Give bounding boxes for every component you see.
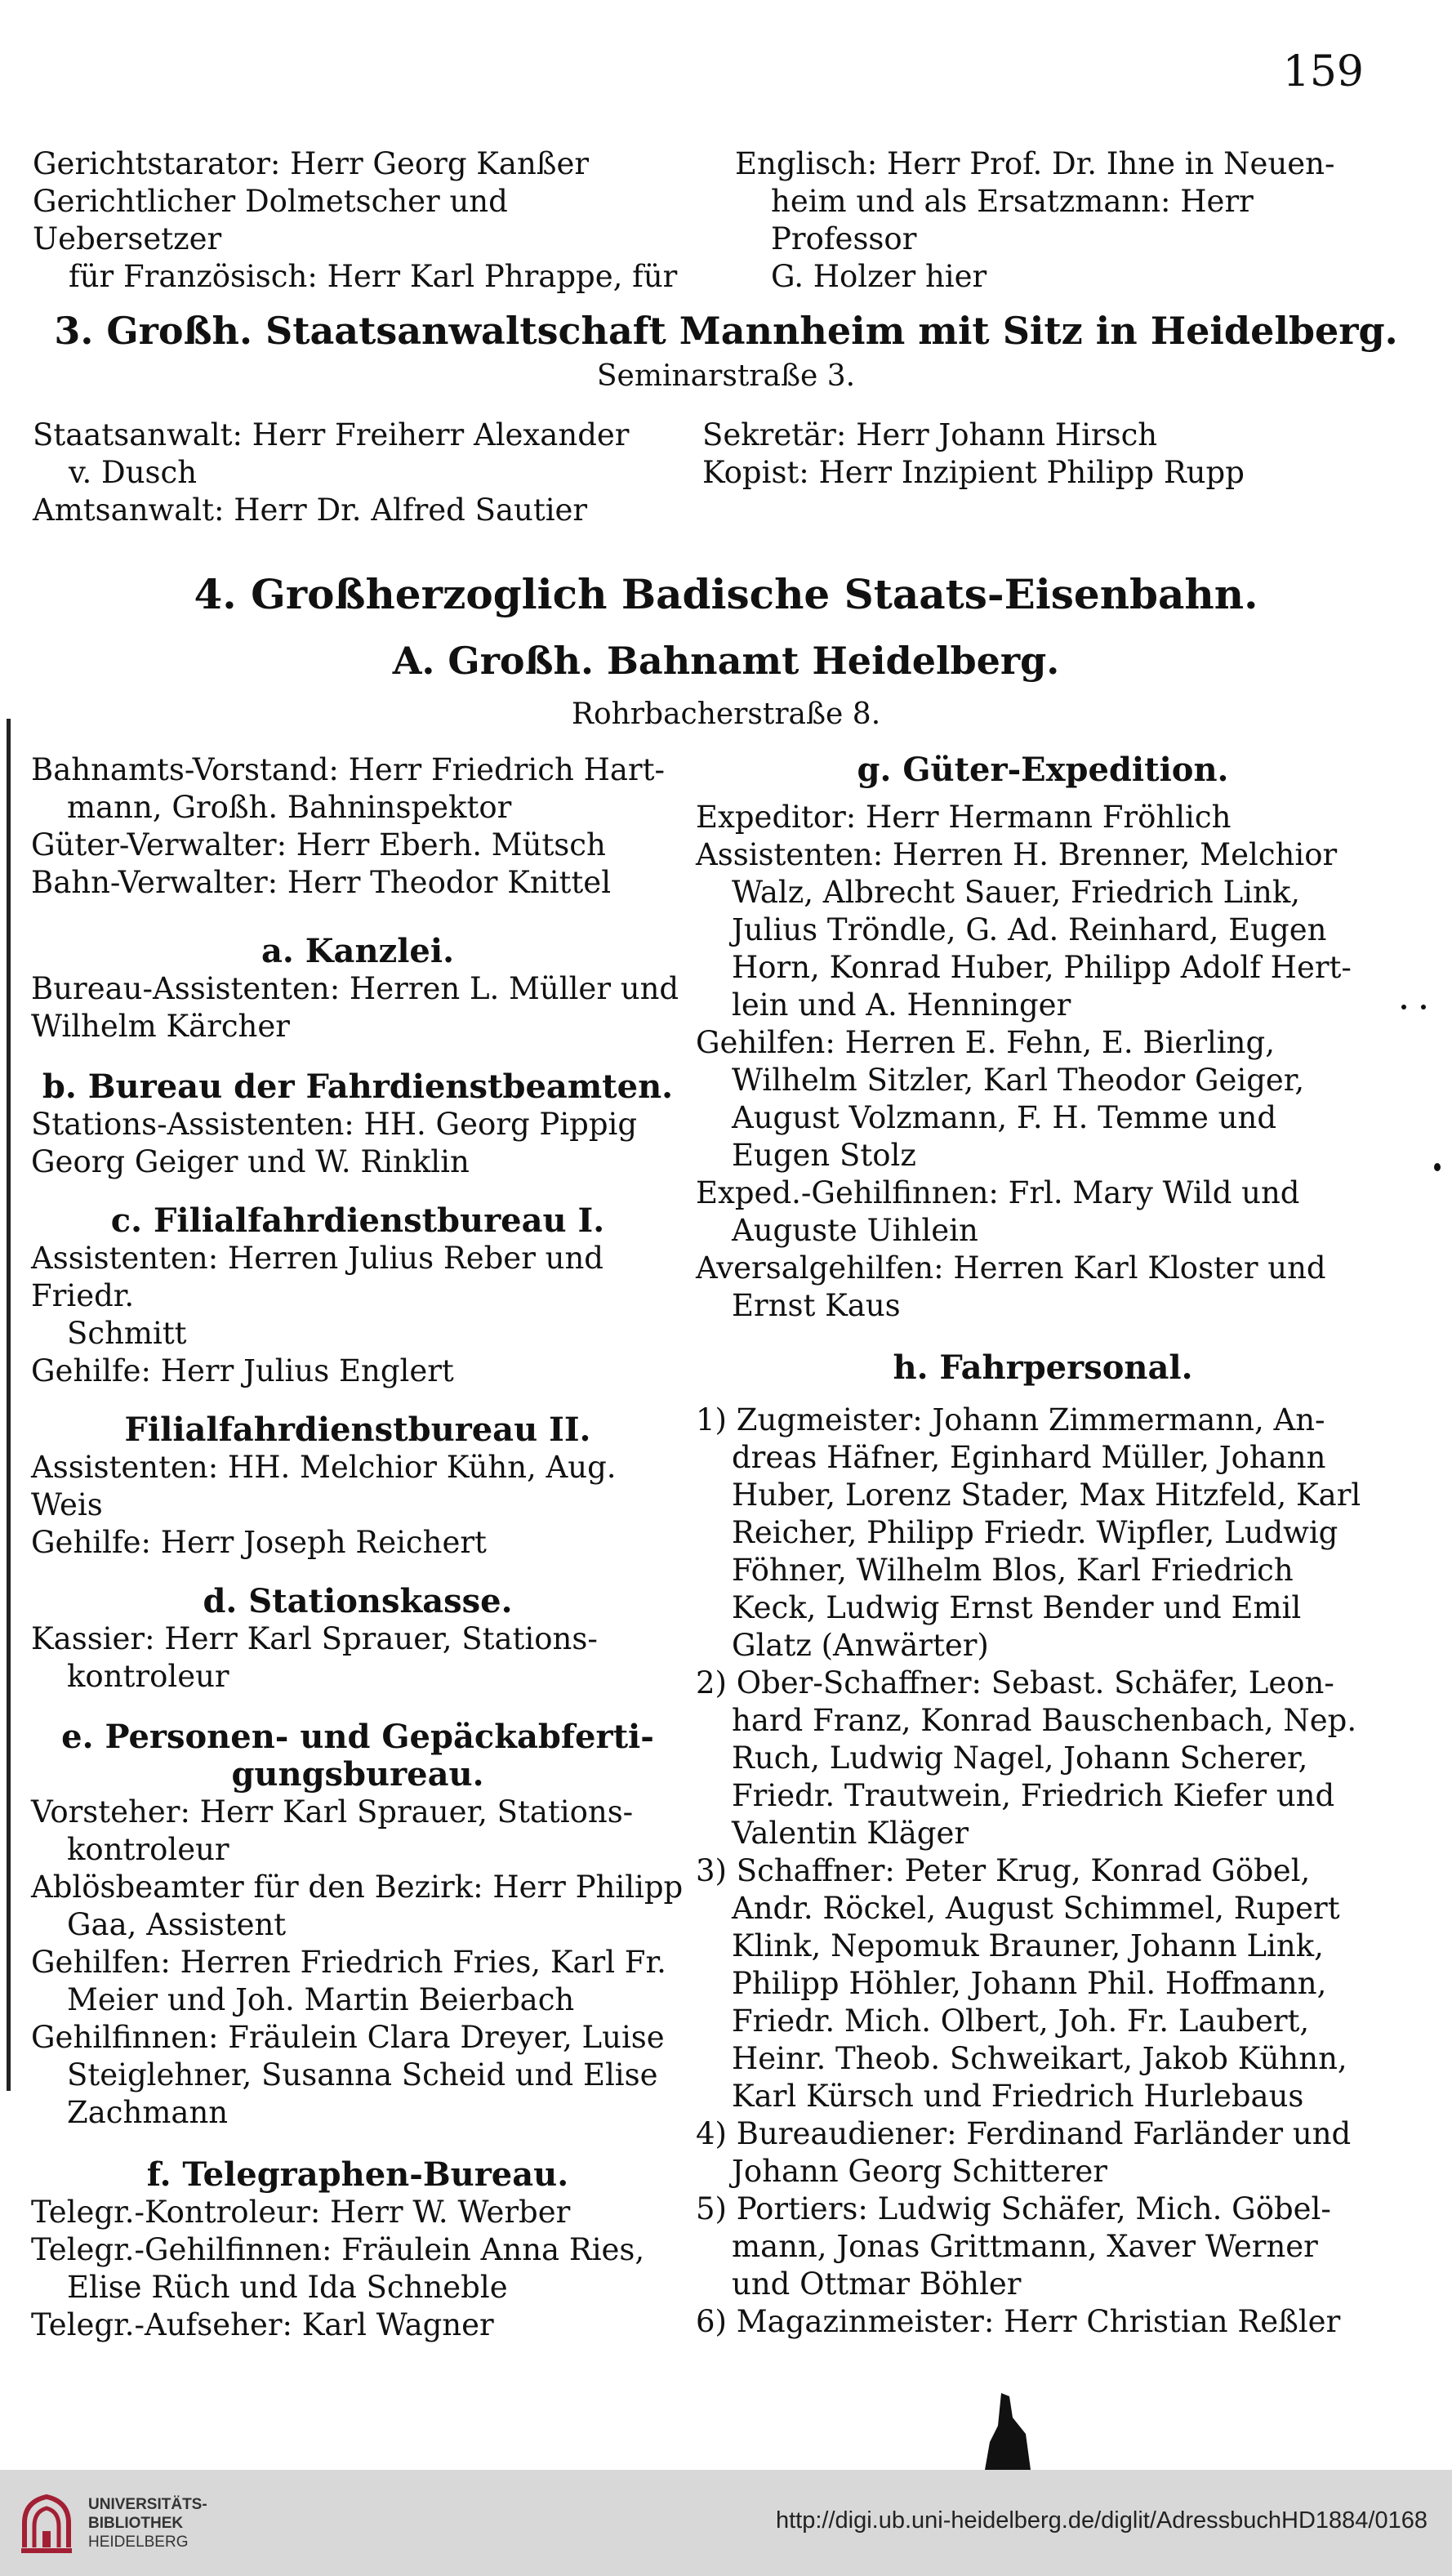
library-name (88, 2495, 207, 2551)
text-line: Gerichtstarator: Herr Georg Kanßer (33, 146, 590, 181)
text-line: Gehilfen: Herren E. Fehn, E. Bierling, (696, 1025, 1275, 1060)
subsection-heading: Filialfahrdienstbureau II. (124, 1411, 591, 1449)
subsection-heading: g. Güter-Expedition. (857, 751, 1229, 789)
text-line: Ablösbeamter für den Bezirk: Herr Philipp (31, 1870, 684, 1905)
text-line: Gehilfinnen: Fräulein Clara Dreyer, Luise (31, 2020, 665, 2055)
text-line: Vorsteher: Herr Karl Sprauer, Stations- (31, 1794, 634, 1829)
text-line: lein und A. Henninger (732, 987, 1071, 1023)
text-line: Walz, Albrecht Sauer, Friedrich Link, (732, 875, 1301, 910)
text-line: Huber, Lorenz Stader, Max Hitzfeld, Karl (732, 1477, 1361, 1513)
numbered-item (696, 1665, 1390, 1852)
text-line: Gaa, Assistent (67, 1907, 287, 1942)
text-line: Steiglehner, Susanna Scheid und Elise (67, 2057, 658, 2092)
section-4-address: Rohrbacherstraße 8. (571, 697, 881, 731)
top-right-block (735, 145, 1405, 296)
text-line: Eugen Stolz (732, 1138, 916, 1173)
text-line: und Ottmar Böhler (732, 2266, 1022, 2302)
text-line: Exped.-Gehilfinnen: Frl. Mary Wild und (696, 1175, 1300, 1210)
text-line: für Französisch: Herr Karl Phrappe, für (69, 259, 678, 294)
item-text: Ober-Schaffner: Sebast. Schäfer, Leon- (736, 1665, 1334, 1700)
library-name-line: HEIDELBERG (88, 2533, 189, 2551)
numbered-item (696, 1852, 1390, 2115)
print-speck (1401, 1005, 1406, 1009)
text-line: Gehilfen: Herren Friedrich Fries, Karl Fr. (31, 1945, 666, 1980)
text-line: heim und als Ersatzmann: Herr Professor (771, 184, 1254, 256)
text-line: Assistenten: HH. Melchior Kühn, Aug. Weis (31, 1450, 617, 1522)
item-number: 4) (696, 2116, 727, 2151)
item-number: 3) (696, 1853, 727, 1888)
item-text: Portiers: Ludwig Schäfer, Mich. Göbel- (736, 2191, 1331, 2226)
subsection-heading: a. Kanzlei. (261, 932, 454, 970)
text-line: hard Franz, Konrad Bauschenbach, Nep. (732, 1703, 1357, 1738)
page-number: 159 (1282, 47, 1364, 96)
text-line: kontroleur (67, 1832, 229, 1867)
text-line: Sekretär: Herr Johann Hirsch (702, 417, 1158, 452)
ink-blot (985, 2393, 1031, 2470)
item-number: 2) (696, 1665, 727, 1700)
margin-rule (7, 719, 11, 2091)
subsection-heading: e. Personen- und Gepäckabferti- (61, 1718, 654, 1756)
item-text: Zugmeister: Johann Zimmermann, An- (736, 1402, 1325, 1437)
text-line: Englisch: Herr Prof. Dr. Ihne in Neuen- (735, 146, 1335, 181)
text-line (696, 2303, 1390, 2341)
text-line: Valentin Kläger (732, 1816, 969, 1851)
text-line: Ernst Kaus (732, 1288, 901, 1323)
right-column (696, 751, 1390, 2341)
library-name-line: BIBLIOTHEK (88, 2514, 184, 2532)
text-line: Assistenten: Herren Julius Reber und Friedr. (31, 1241, 604, 1313)
text-line: Reicher, Philipp Friedr. Wipfler, Ludwig (732, 1515, 1338, 1550)
text-line: mann, Jonas Grittmann, Xaver Werner (732, 2229, 1318, 2264)
text-line: Bahnamts-Vorstand: Herr Friedrich Hart- (31, 752, 665, 787)
text-line: Gerichtlicher Dolmetscher und Uebersetzer (33, 184, 508, 256)
text-line: dreas Häfner, Eginhard Müller, Johann (732, 1440, 1326, 1475)
text-line: Wilhelm Kärcher (31, 1009, 290, 1044)
text-line: Karl Kürsch und Friedrich Hurlebaus (732, 2079, 1304, 2114)
text-line: Glatz (Anwärter) (732, 1628, 989, 1663)
item-text: Bureaudiener: Ferdinand Farländer und (736, 2116, 1352, 2151)
text-line: Ruch, Ludwig Nagel, Johann Scherer, (732, 1740, 1308, 1776)
text-line: mann, Großh. Bahninspektor (67, 790, 512, 825)
text-line: Bureau-Assistenten: Herren L. Müller und (31, 971, 679, 1006)
text-line: Gehilfe: Herr Joseph Reichert (31, 1525, 487, 1560)
text-line (696, 1852, 1390, 1890)
text-line: Telegr.-Aufseher: Karl Wagner (31, 2307, 494, 2342)
item-number: 6) (696, 2304, 727, 2339)
text-line (696, 2190, 1390, 2228)
text-line: Bahn-Verwalter: Herr Theodor Knittel (31, 865, 612, 900)
section-3-address: Seminarstraße 3. (596, 359, 856, 393)
text-line: Kopist: Herr Inzipient Philipp Rupp (702, 455, 1245, 490)
text-line: Johann Georg Schitterer (732, 2154, 1107, 2189)
section-3-title: 3. Großh. Staatsanwaltschaft Mannheim mit Sitz in Heidelberg. (54, 309, 1398, 353)
text-line: Friedr. Trautwein, Friedrich Kiefer und (732, 1778, 1335, 1813)
left-column (31, 751, 684, 2344)
text-line (696, 1402, 1390, 1439)
text-line: Friedr. Mich. Olbert, Joh. Fr. Laubert, (732, 2003, 1310, 2039)
subsection-heading-cont: gungsbureau. (231, 1755, 484, 1794)
text-line: Wilhelm Sitzler, Karl Theodor Geiger, (732, 1063, 1305, 1098)
text-line: Gehilfe: Herr Julius Englert (31, 1353, 454, 1388)
numbered-item (696, 1402, 1390, 1665)
text-line: Klink, Nepomuk Brauner, Johann Link, (732, 1928, 1324, 1963)
text-line: Georg Geiger und W. Rinklin (31, 1144, 470, 1179)
source-url-link[interactable]: http://digi.ub.uni-heidelberg.de/diglit/AdressbuchHD1884/0168 (775, 2507, 1428, 2534)
text-line: August Volzmann, F. H. Temme und (732, 1100, 1277, 1135)
text-line: Elise Rüch und Ida Schneble (67, 2270, 508, 2305)
print-speck (1421, 1005, 1426, 1009)
text-line: Horn, Konrad Huber, Philipp Adolf Hert- (732, 950, 1352, 985)
text-line: Aversalgehilfen: Herren Karl Kloster und (696, 1250, 1326, 1286)
text-line: kontroleur (67, 1659, 229, 1694)
section-3-left (33, 417, 694, 529)
text-line: Güter-Verwalter: Herr Eberh. Mütsch (31, 827, 606, 862)
text-line: Auguste Uihlein (732, 1213, 978, 1248)
library-name-line: UNIVERSITÄTS- (88, 2495, 207, 2513)
text-line: Föhner, Wilhelm Blos, Karl Friedrich (732, 1553, 1294, 1588)
text-line: Stations-Assistenten: HH. Georg Pippig (31, 1107, 638, 1142)
item-number: 1) (696, 1402, 727, 1437)
text-line: Assistenten: Herren H. Brenner, Melchior (696, 837, 1338, 872)
print-speck (1434, 1163, 1441, 1171)
text-line (696, 1665, 1390, 1702)
text-line: Telegr.-Gehilfinnen: Fräulein Anna Ries, (31, 2232, 645, 2267)
subsection-heading: h. Fahrpersonal. (893, 1348, 1193, 1387)
text-line (696, 2115, 1390, 2153)
text-line: G. Holzer hier (771, 259, 987, 294)
text-line: Andr. Röckel, August Schimmel, Rupert (732, 1891, 1340, 1926)
text-line: v. Dusch (69, 455, 198, 490)
item-number: 5) (696, 2191, 727, 2226)
subsection-heading: c. Filialfahrdienstbureau I. (110, 1201, 605, 1240)
numbered-item (696, 2115, 1390, 2190)
text-line: Julius Tröndle, G. Ad. Reinhard, Eugen (732, 912, 1327, 947)
text-line: Meier und Joh. Martin Beierbach (67, 1982, 575, 2017)
subsection-heading: f. Telegraphen-Bureau. (146, 2155, 569, 2194)
section-4-title: 4. Großherzoglich Badische Staats-Eisenbahn. (194, 570, 1258, 618)
text-line: Philipp Höhler, Johann Phil. Hoffmann, (732, 1966, 1327, 2001)
text-line: Keck, Ludwig Ernst Bender und Emil (732, 1590, 1302, 1625)
text-line: Expeditor: Herr Hermann Fröhlich (696, 800, 1232, 835)
text-line: Amtsanwalt: Herr Dr. Alfred Sautier (33, 492, 588, 528)
subsection-heading: d. Stationskasse. (203, 1582, 513, 1620)
text-line: Schmitt (67, 1316, 187, 1351)
text-line: Zachmann (67, 2095, 229, 2130)
section-4-subtitle: A. Großh. Bahnamt Heidelberg. (392, 639, 1060, 683)
section-3-right (702, 417, 1405, 492)
text-line: Kassier: Herr Karl Sprauer, Stations- (31, 1621, 598, 1656)
footer-bar (0, 2470, 1452, 2576)
subsection-heading: b. Bureau der Fahrdienstbeamten. (42, 1067, 674, 1106)
numbered-item (696, 2303, 1390, 2341)
text-line: Heinr. Theob. Schweikart, Jakob Kühnn, (732, 2041, 1347, 2076)
top-left-block (33, 145, 686, 296)
numbered-item (696, 2190, 1390, 2303)
text-line: Telegr.-Kontroleur: Herr W. Werber (31, 2195, 571, 2230)
item-text: Schaffner: Peter Krug, Konrad Göbel, (736, 1853, 1311, 1888)
university-library-logo-icon (18, 2490, 75, 2556)
text-line: Staatsanwalt: Herr Freiherr Alexander (33, 417, 630, 452)
item-text: Magazinmeister: Herr Christian Reßler (736, 2304, 1341, 2339)
